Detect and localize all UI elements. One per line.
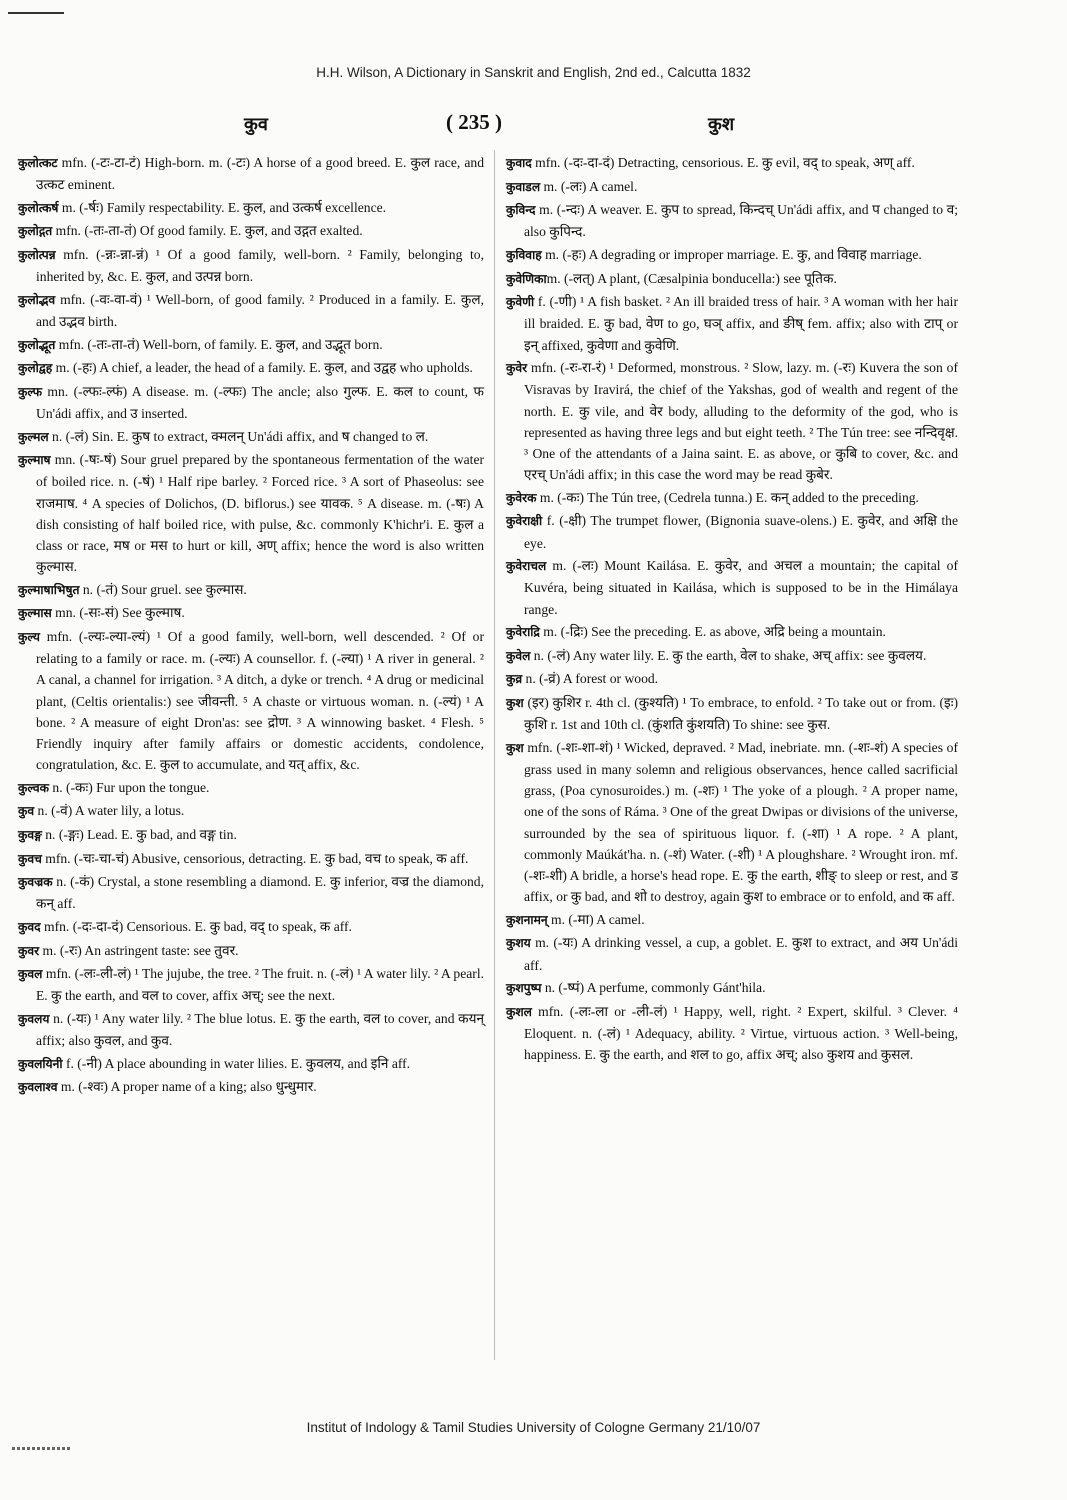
dictionary-entry: [506, 199, 958, 242]
dictionary-entry: [18, 244, 484, 287]
entry-headword: कुवच: [18, 851, 42, 866]
entry-definition: mfn. (-लः-ला or -ली-लं) ¹ Happy, well, right. ² Expert, skilful. ³ Clever. ⁴ Eloquent. n. (-लं) ¹ Adequacy, ability. ² Virtue, virtuous action. ³ Well-being, happiness. E. कु the earth, and शल to go, affix अच्; also कुशय and कुसल.: [524, 1003, 958, 1063]
entry-definition: mfn. (-शः-शा-शं) ¹ Wicked, depraved. ² Mad, inebriate. mn. (-शः-शं) A species of grass used in many solemn and religious observances, hence called sacrificial grass, (Poa cynosuroides.) m. (-शः) ¹ The yoke of a plough. ² A proper name, one of the sons of Ráma. ³ One of the great Dwipas or divisions of the universe, surrounded by the sea of spirituous liquor. f. (-शा) ¹ A rope. ² A plant, commonly Maúkát'ha. n. (-शं) Water. (-शी) ¹ A ploughshare. ² Wrought iron. mf. (-शः-शी) A bridle, a horse's head rope. E. कु the earth, शीङ् to sleep or rest, and ड affix, or कु bad, and शो to destroy, again कुश to embrace or to enfold, and क aff.: [523, 739, 958, 905]
scan-edge-mark: [8, 12, 64, 14]
entry-definition: m. (-श्वः) A proper name of a king; also धुन्धुमार.: [57, 1079, 317, 1095]
dictionary-entry: [18, 220, 484, 242]
dictionary-entry: [18, 963, 484, 1006]
entry-headword: कुवेल: [506, 648, 531, 663]
dictionary-entry: [18, 848, 484, 870]
entry-headword: कुलोत्कट: [18, 156, 58, 170]
entry-definition: m. (-रः) An astringent taste: see तुवर.: [39, 942, 239, 958]
entry-definition: m. (-लः) A camel.: [540, 178, 638, 194]
dictionary-entry: [18, 426, 484, 448]
entry-definition: m. (-यः) A drinking vessel, a cup, a goblet. E. कुश to extract, and अय Un'ádi aff.: [524, 935, 958, 973]
entry-definition: n. (-वं) A water lily, a lotus.: [34, 803, 185, 819]
entry-headword: कुलोद्भूत: [18, 337, 56, 352]
entry-headword: कुशय: [506, 936, 531, 951]
entry-headword: कुश: [506, 695, 524, 710]
entry-definition: m. (-न्दः) A weaver. E. कुप to spread, किन्दच् Un'ádi affix, and प changed to व; also कुपिन्द.: [524, 202, 958, 240]
entry-definition: n. (-तं) Sour gruel. see कुल्मास.: [79, 581, 247, 597]
dictionary-entry: [18, 152, 484, 195]
dictionary-entry: [506, 510, 958, 553]
entry-headword: कुशल: [506, 1004, 532, 1019]
entry-definition: n. (-व्रं) A forest or wood.: [522, 671, 659, 687]
dictionary-entry: [18, 449, 484, 577]
entry-headword: कुविन्द: [506, 203, 536, 218]
entry-headword: कुवेराक्षी: [506, 514, 543, 529]
entry-definition: mfn. (-ल्यः-ल्या-ल्यं) ¹ Of a good family, well-born, well descended. ² Of or relating to a family or race. m. (-ल्यः) A counsellor. f. (-ल्या) ¹ A river in general. ² A canal, a channel for irrigation. ³ A ditch, a dyke or trench. ⁴ A drug or medicinal plant, (Celtis orientalis:) see जीवन्ती. ⁵ A chaste or virtuous woman. n. (-ल्यं) ¹ A bone. ² A measure of eight Dron'as: see द्रोण. ³ A winnowing basket. ⁴ Flesh. ⁵ Friendly inquiry after family affairs or domestic accidents, condolence, congratulation, &c. E. कुल to accumulate, and यत् affix, &c.: [36, 628, 484, 773]
entry-headword: कुलोद्गत: [18, 224, 53, 239]
entry-headword: कुल्मल: [18, 429, 49, 444]
source-citation: H.H. Wilson, A Dictionary in Sanskrit and English, 2nd ed., Calcutta 1832: [316, 65, 751, 80]
entry-definition: m. (-हः) A chief, a leader, the head of a family. E. कुल, and उद्वह who upholds.: [52, 360, 473, 376]
entry-definition: f. (-नी) A place abounding in water lilies. E. कुवलय, and इनि aff.: [62, 1055, 411, 1071]
dictionary-entry: [18, 916, 484, 938]
dictionary-entry: [18, 940, 484, 962]
entry-definition: mn. (-ल्फः-ल्फं) A disease. m. (-ल्फः) The ancle; also गुल्फ. E. कल to count, फ Un'ádi affix, and उ inserted.: [36, 383, 484, 421]
column-divider: [494, 150, 495, 1360]
dictionary-entry: [506, 1001, 958, 1066]
dictionary-entry: [506, 268, 958, 290]
dictionary-entry: [506, 176, 958, 198]
entry-definition: mn. (-षः-षं) Sour gruel prepared by the spontaneous fermentation of the water of boiled rice. n. (-षं) ¹ Half ripe barley. ² Forced rice. ³ A sort of Phaseolus: see राजमाष. ⁴ A species of Dolichos, (D. biflorus.) see यावक. ⁵ A disease. m. (-षः) A dish consisting of half boiled rice, with pulse, &c. commonly K'hichr'i. E. कुल a class or race, मष or मस to hurt or kill, अण् affix; hence the word is also written कुल्मास.: [36, 452, 484, 575]
entry-definition: mfn. (-चः-चा-चं) Abusive, censorious, detracting. E. कु bad, वच to speak, क aff.: [41, 850, 469, 866]
entry-headword: कुवाद: [506, 156, 532, 170]
entry-headword: कुव्र: [506, 672, 523, 687]
dictionary-entry: [506, 645, 958, 667]
entry-definition: mn. (-सः-सं) See कुल्माष.: [51, 605, 185, 621]
right-column: [506, 152, 958, 1067]
dictionary-entry: [506, 487, 958, 509]
entry-headword: कुल्वक: [18, 780, 49, 795]
dictionary-entry: [506, 692, 958, 735]
dictionary-entry: [506, 357, 958, 485]
entry-headword: कुशनामन्: [506, 912, 548, 927]
dictionary-entry: [18, 777, 484, 799]
dictionary-entry: [18, 334, 484, 356]
dictionary-entry: [18, 1008, 484, 1051]
entry-definition: mfn. (-दः-दा-दं) Detracting, censorious. E. कु evil, वद् to speak, अण् aff.: [531, 155, 915, 170]
entry-headword: कुवेणिका: [506, 271, 547, 286]
dictionary-entry: [18, 289, 484, 332]
entry-definition: f. (-क्षी) The trumpet flower, (Bignonia suave-olens.) E. कुवेर, and अक्षि the eye.: [524, 513, 958, 551]
entry-headword: कुल्माषाभिषुत: [18, 582, 80, 597]
entry-headword: कुवद: [18, 919, 41, 934]
entry-headword: कुवाडल: [506, 179, 541, 194]
dictionary-entry: [18, 602, 484, 624]
entry-headword: कुवेणी: [506, 295, 535, 310]
entry-headword: कुश: [506, 740, 524, 755]
dictionary-entry: [18, 800, 484, 822]
entry-definition: (इर) कुशिर r. 4th cl. (कुश्यति) ¹ To embrace, to enfold. ² To take out or from. (इः) कुशि r. 1st and 10th cl. (कुंशति कुंशयति) To shine: see कुस.: [523, 694, 958, 733]
entry-headword: कुल्मास: [18, 606, 52, 621]
dictionary-entry: [18, 1053, 484, 1075]
dictionary-entry: [506, 737, 958, 908]
entry-definition: n. (-लं) Sin. E. कुष to extract, क्मलन् Un'ádi affix, and ष changed to ल.: [48, 428, 429, 444]
entry-definition: m. (-द्रिः) See the preceding. E. as above, अद्रि being a mountain.: [539, 624, 886, 640]
entry-definition: mfn. (-लः-ली-लं) ¹ The jujube, the tree. ² The fruit. n. (-लं) ¹ A water lily. ² A pearl. E. कु the earth, and वल to cover, affix अच्; see the next.: [36, 966, 484, 1004]
entry-definition: n. (-ष्पं) A perfume, commonly Gánt'hila.: [541, 980, 766, 996]
dictionary-entry: [18, 871, 484, 914]
page-header: [0, 112, 1067, 142]
entry-headword: कुवज्रक: [18, 875, 53, 890]
entry-headword: कुशपुष्प: [506, 981, 542, 996]
entry-definition: m. (-लः) Mount Kailása. E. कुवेर, and अचल a mountain; the capital of Kuvéra, being situated in Kailása, which is supposed to be in the Himálaya range.: [524, 558, 958, 617]
entry-headword: कुवलयिनी: [18, 1056, 63, 1071]
page-number: ( 235 ): [446, 110, 502, 134]
running-head-right: कुश: [708, 114, 735, 135]
entry-definition: m. (-कः) The Tún tree, (Cedrela tunna.) E. कन् added to the preceding.: [536, 489, 919, 505]
entry-definition: n. (-यः) ¹ Any water lily. ² The blue lotus. E. कु the earth, वल to cover, and कयन् affix; also कुवल, and कुव.: [36, 1010, 484, 1049]
entry-headword: कुवेराद्रि: [506, 625, 540, 640]
entry-headword: कुल्माष: [18, 453, 51, 468]
dictionary-entry: [506, 932, 958, 975]
entry-headword: कुलोद्वह: [18, 361, 53, 376]
dictionary-entry: [506, 668, 958, 690]
dictionary-entry: [506, 977, 958, 999]
dictionary-entry: [18, 197, 484, 219]
entry-headword: कुलोत्कर्ष: [18, 200, 59, 215]
left-column: [18, 152, 484, 1100]
dictionary-entry: [18, 626, 484, 775]
entry-headword: कुवलय: [18, 1011, 50, 1026]
entry-headword: कुवलाश्व: [18, 1080, 58, 1095]
entry-definition: mfn. (-न्नः-न्ना-न्नं) ¹ Of a good family, well-born. ² Family, belonging to, inherited by, &c. E. कुल, and उत्पन्न born.: [36, 246, 484, 285]
dictionary-entry: [18, 381, 484, 424]
entry-definition: m. (-र्षः) Family respectability. E. कुल, and उत्कर्ष excellence.: [58, 199, 387, 215]
entry-definition: mfn. (-वः-वा-वं) ¹ Well-born, of good family. ² Produced in a family. E. कुल, and उद्भव birth.: [36, 291, 484, 329]
footer-credit: Institut of Indology & Tamil Studies University of Cologne Germany 21/10/07: [306, 1420, 761, 1435]
entry-definition: mfn. (-दः-दा-दं) Censorious. E. कु bad, वद् to speak, क aff.: [40, 918, 352, 934]
entry-headword: कुल्फ: [18, 384, 42, 399]
entry-headword: कुलोत्पन्न: [18, 247, 56, 262]
entry-headword: कुवेर: [506, 361, 528, 376]
dictionary-entry: [506, 291, 958, 356]
entry-headword: कुवर: [18, 943, 40, 958]
entry-definition: m. (-हः) A degrading or improper marriage. E. कु, and विवाह marriage.: [541, 246, 922, 262]
dictionary-entry: [506, 909, 958, 931]
entry-headword: कुवेरक: [506, 490, 537, 505]
dictionary-entry: [18, 1076, 484, 1098]
running-head-left: कुव: [244, 114, 268, 135]
dictionary-entry: [18, 579, 484, 601]
entry-headword: कुवल: [18, 967, 43, 982]
entry-headword: कुलोद्भव: [18, 292, 56, 307]
entry-headword: कुव: [18, 804, 35, 819]
dictionary-entry: [18, 357, 484, 379]
dictionary-entry: [506, 244, 958, 266]
entry-headword: कुवेराचल: [506, 559, 547, 574]
entry-definition: mfn. (-तः-ता-तं) Of good family. E. कुल, and उद्गत exalted.: [52, 223, 363, 239]
entry-definition: n. (-कः) Fur upon the tongue.: [49, 779, 210, 795]
entry-definition: f. (-णी) ¹ A fish basket. ² An ill braided tress of hair. ³ A woman with her hair ill braided. E. कु bad, वेण to go, घञ् affix, and ङीष् fem. affix; also with टाप् or इन् affixed, कुवेणा and कुवेणि.: [524, 294, 958, 353]
entry-definition: m. (-मा) A camel.: [547, 911, 645, 927]
entry-headword: कुवङ्ग: [18, 827, 42, 842]
dictionary-entry: [506, 555, 958, 620]
entry-definition: n. (-ङ्गः) Lead. E. कु bad, and वङ्ग tin.: [41, 826, 237, 842]
scan-edge-mark-bottom: [12, 1447, 70, 1450]
entry-definition: mfn. (-टः-टा-टं) High-born. m. (-टः) A horse of a good breed. E. कुल race, and उत्कट eminent.: [36, 155, 484, 193]
entry-headword: कुविवाह: [506, 247, 542, 262]
entry-headword: कुल्य: [18, 629, 40, 644]
dictionary-entry: [506, 621, 958, 643]
dictionary-entry: [506, 152, 958, 174]
entry-definition: n. (-कं) Crystal, a stone resembling a diamond. E. कु inferior, वज्र the diamond, कन् aff.: [36, 874, 484, 912]
entry-definition: m. (-लत्) A plant, (Cæsalpinia bonducella:) see पूतिक.: [546, 270, 837, 286]
entry-definition: n. (-लं) Any water lily. E. कु the earth, वेल to shake, अच् affix: see कुवलय.: [530, 647, 927, 663]
entry-definition: mfn. (-तः-ता-तं) Well-born, of family. E. कुल, and उद्भूत born.: [55, 336, 383, 352]
entry-definition: mfn. (-रः-रा-रं) ¹ Deformed, monstrous. ² Slow, lazy. m. (-रः) Kuvera the son of Visravas by Iravirá, the chief of the Yakshas, god of wealth and regent of the north. E. कु vile, and वेर body, alluding to the deformity of the god, who is represented as having three legs and but eight teeth. ² The Tún tree: see नन्दिवृक्ष. ³ One of the attendants of a Jaina saint. E. as above, or कुबि to cover, &c. and एरच् Un'ádi affix; in this case the word may be read कुबेर.: [524, 360, 958, 483]
dictionary-entry: [18, 824, 484, 846]
